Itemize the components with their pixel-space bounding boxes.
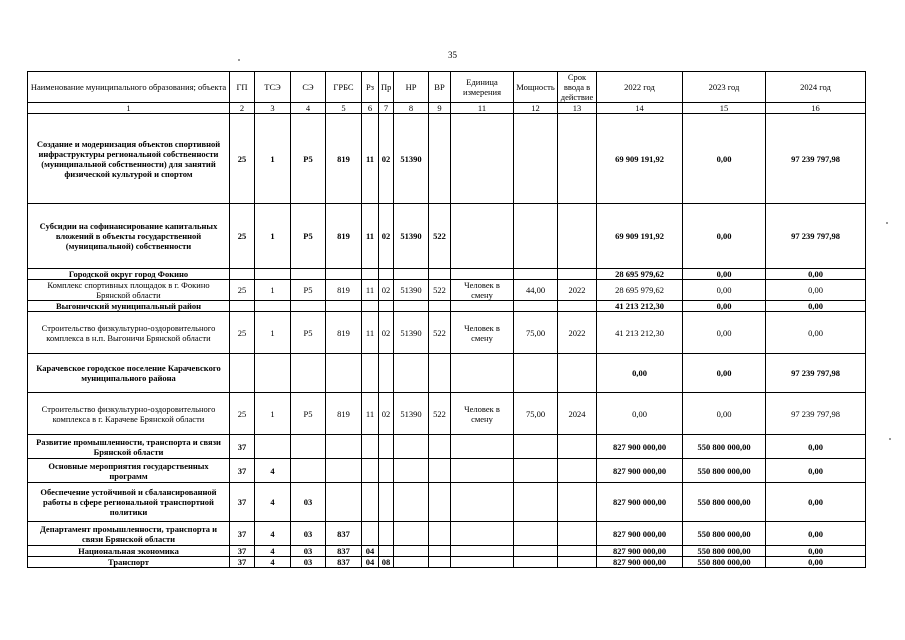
scan-speck — [238, 59, 240, 61]
code-cell: 25 — [230, 114, 255, 204]
code-cell — [429, 483, 451, 522]
amount-cell: 0,00 — [597, 354, 683, 393]
code-cell: 1 — [255, 393, 291, 435]
header-cell: 2022 год — [597, 72, 683, 103]
code-cell: 819 — [326, 204, 362, 269]
code-cell — [362, 354, 379, 393]
header-cell: Срок ввода в действие — [558, 72, 597, 103]
code-cell: 37 — [230, 522, 255, 546]
table-cell — [514, 269, 558, 280]
table-row — [28, 522, 866, 546]
code-cell: 837 — [326, 522, 362, 546]
code-cell — [379, 269, 394, 280]
code-cell: 51390 — [394, 393, 429, 435]
code-cell: 4 — [255, 546, 291, 557]
amount-cell: 0,00 — [683, 301, 766, 312]
code-cell — [291, 269, 326, 280]
code-cell — [429, 459, 451, 483]
code-cell: 37 — [230, 546, 255, 557]
table-cell — [451, 459, 514, 483]
code-cell: 819 — [326, 280, 362, 301]
object-name-cell: Строительство физкультурно-оздоровительного комплекса в г. Карачеве Брянской области — [28, 393, 230, 435]
column-number: 14 — [597, 103, 683, 114]
amount-cell: 28 695 979,62 — [597, 269, 683, 280]
amount-cell: 0,00 — [766, 546, 866, 557]
code-cell: 08 — [379, 557, 394, 568]
code-cell — [394, 269, 429, 280]
header-cell: ТСЭ — [255, 72, 291, 103]
code-cell — [255, 435, 291, 459]
table-cell — [558, 483, 597, 522]
code-cell — [230, 269, 255, 280]
code-cell: 04 — [362, 557, 379, 568]
code-cell: 37 — [230, 435, 255, 459]
code-cell — [255, 301, 291, 312]
header-cell: СЭ — [291, 72, 326, 103]
amount-cell: 827 900 000,00 — [597, 435, 683, 459]
code-cell — [394, 546, 429, 557]
code-cell — [379, 459, 394, 483]
scan-speck — [889, 438, 891, 440]
budget-table — [27, 71, 866, 568]
amount-cell: 69 909 191,92 — [597, 204, 683, 269]
column-number: 11 — [451, 103, 514, 114]
table-cell — [514, 114, 558, 204]
code-cell — [326, 483, 362, 522]
table-cell — [514, 354, 558, 393]
amount-cell: 0,00 — [683, 114, 766, 204]
code-cell: 37 — [230, 459, 255, 483]
column-number: 4 — [291, 103, 326, 114]
table-cell — [558, 557, 597, 568]
code-cell — [255, 354, 291, 393]
table-row — [28, 459, 866, 483]
amount-cell: 0,00 — [766, 459, 866, 483]
object-name-cell: Комплекс спортивных площадок в г. Фокино Брянской области — [28, 280, 230, 301]
object-name-cell: Основные мероприятия государственных программ — [28, 459, 230, 483]
header-cell: Пр — [379, 72, 394, 103]
code-cell: 522 — [429, 280, 451, 301]
column-number: 5 — [326, 103, 362, 114]
amount-cell: 0,00 — [683, 393, 766, 435]
code-cell: 25 — [230, 393, 255, 435]
table-row — [28, 114, 866, 204]
code-cell: 02 — [379, 280, 394, 301]
table-cell — [514, 522, 558, 546]
code-cell: 25 — [230, 280, 255, 301]
amount-cell: 827 900 000,00 — [597, 459, 683, 483]
code-cell — [326, 459, 362, 483]
code-cell: 4 — [255, 522, 291, 546]
table-cell — [451, 557, 514, 568]
amount-cell: 69 909 191,92 — [597, 114, 683, 204]
code-cell: 51390 — [394, 114, 429, 204]
column-number: 3 — [255, 103, 291, 114]
code-cell: 11 — [362, 204, 379, 269]
code-cell — [429, 301, 451, 312]
code-cell: Р5 — [291, 312, 326, 354]
amount-cell: 0,00 — [683, 312, 766, 354]
header-cell: ГРБС — [326, 72, 362, 103]
amount-cell: 0,00 — [766, 435, 866, 459]
code-cell — [394, 483, 429, 522]
code-cell: 03 — [291, 483, 326, 522]
column-number: 8 — [394, 103, 429, 114]
code-cell — [394, 522, 429, 546]
code-cell — [429, 546, 451, 557]
table-body — [28, 114, 866, 568]
table-cell — [451, 269, 514, 280]
amount-cell: 827 900 000,00 — [597, 557, 683, 568]
table-cell: Человек в смену — [451, 312, 514, 354]
table-cell — [451, 204, 514, 269]
column-number: 13 — [558, 103, 597, 114]
amount-cell: 41 213 212,30 — [597, 301, 683, 312]
code-cell: 11 — [362, 393, 379, 435]
code-cell — [429, 522, 451, 546]
column-number: 9 — [429, 103, 451, 114]
table-cell — [558, 269, 597, 280]
table-cell — [558, 114, 597, 204]
table-cell — [451, 522, 514, 546]
code-cell: 25 — [230, 204, 255, 269]
table-cell — [558, 546, 597, 557]
table-cell — [451, 301, 514, 312]
code-cell: 819 — [326, 114, 362, 204]
table-row — [28, 354, 866, 393]
amount-cell: 97 239 797,98 — [766, 204, 866, 269]
code-cell: Р5 — [291, 393, 326, 435]
header-cell: 2023 год — [683, 72, 766, 103]
object-name-cell: Карачевское городское поселение Карачевского муниципального района — [28, 354, 230, 393]
header-cell: Рз — [362, 72, 379, 103]
code-cell: 819 — [326, 393, 362, 435]
table-cell: 44,00 — [514, 280, 558, 301]
column-number-row — [28, 103, 866, 114]
column-number: 15 — [683, 103, 766, 114]
table-cell — [514, 301, 558, 312]
amount-cell: 827 900 000,00 — [597, 483, 683, 522]
object-name-cell: Городской округ город Фокино — [28, 269, 230, 280]
code-cell: 04 — [362, 546, 379, 557]
column-number: 2 — [230, 103, 255, 114]
amount-cell: 0,00 — [766, 483, 866, 522]
code-cell: 837 — [326, 546, 362, 557]
code-cell — [362, 522, 379, 546]
table-row — [28, 280, 866, 301]
code-cell: 03 — [291, 557, 326, 568]
code-cell: 4 — [255, 459, 291, 483]
code-cell: 819 — [326, 312, 362, 354]
object-name-cell: Департамент промышленности, транспорта и связи Брянской области — [28, 522, 230, 546]
table-cell — [558, 459, 597, 483]
code-cell — [379, 546, 394, 557]
table-cell: 2022 — [558, 280, 597, 301]
amount-cell: 0,00 — [766, 312, 866, 354]
table-row — [28, 269, 866, 280]
code-cell: 03 — [291, 546, 326, 557]
code-cell: 51390 — [394, 312, 429, 354]
amount-cell: 41 213 212,30 — [597, 312, 683, 354]
code-cell — [429, 557, 451, 568]
code-cell — [379, 483, 394, 522]
header-cell: НР — [394, 72, 429, 103]
amount-cell: 827 900 000,00 — [597, 546, 683, 557]
table-cell: 2022 — [558, 312, 597, 354]
code-cell — [230, 301, 255, 312]
code-cell — [362, 483, 379, 522]
header-cell: Мощность — [514, 72, 558, 103]
code-cell: 1 — [255, 280, 291, 301]
header-cell: Наименование муниципального образования; объекта — [28, 72, 230, 103]
code-cell — [291, 459, 326, 483]
object-name-cell: Строительство физкультурно-оздоровительного комплекса в н.п. Выгоничи Брянской области — [28, 312, 230, 354]
amount-cell: 550 800 000,00 — [683, 522, 766, 546]
code-cell: 1 — [255, 312, 291, 354]
column-number: 6 — [362, 103, 379, 114]
amount-cell: 97 239 797,98 — [766, 354, 866, 393]
code-cell: 03 — [291, 522, 326, 546]
code-cell — [291, 301, 326, 312]
code-cell — [394, 354, 429, 393]
table-cell — [514, 459, 558, 483]
table-row — [28, 393, 866, 435]
code-cell: 25 — [230, 312, 255, 354]
amount-cell: 550 800 000,00 — [683, 459, 766, 483]
amount-cell: 0,00 — [683, 204, 766, 269]
code-cell: 522 — [429, 393, 451, 435]
code-cell — [394, 301, 429, 312]
code-cell: 4 — [255, 483, 291, 522]
code-cell: 522 — [429, 204, 451, 269]
code-cell — [362, 301, 379, 312]
code-cell — [394, 435, 429, 459]
code-cell: 02 — [379, 393, 394, 435]
table-cell — [514, 546, 558, 557]
code-cell: 37 — [230, 483, 255, 522]
code-cell — [379, 301, 394, 312]
header-cell: ГП — [230, 72, 255, 103]
table-row — [28, 204, 866, 269]
amount-cell: 0,00 — [766, 280, 866, 301]
header-row — [28, 72, 866, 103]
amount-cell: 0,00 — [683, 354, 766, 393]
table-cell — [451, 114, 514, 204]
table-cell — [558, 204, 597, 269]
amount-cell: 97 239 797,98 — [766, 114, 866, 204]
table-cell — [514, 435, 558, 459]
amount-cell: 0,00 — [766, 557, 866, 568]
table-cell: 75,00 — [514, 312, 558, 354]
code-cell: 522 — [429, 312, 451, 354]
code-cell — [326, 269, 362, 280]
code-cell — [326, 354, 362, 393]
code-cell — [379, 435, 394, 459]
code-cell — [379, 354, 394, 393]
table-cell — [514, 483, 558, 522]
object-name-cell: Обеспечение устойчивой и сбалансированной работы в сфере региональной транспортной политики — [28, 483, 230, 522]
table-cell: 2024 — [558, 393, 597, 435]
code-cell — [429, 114, 451, 204]
header-cell: Единица измерения — [451, 72, 514, 103]
object-name-cell: Субсидии на софинансирование капитальных вложений в объекты государственной (муниципальной) собственности — [28, 204, 230, 269]
amount-cell: 550 800 000,00 — [683, 435, 766, 459]
amount-cell: 0,00 — [766, 301, 866, 312]
amount-cell: 28 695 979,62 — [597, 280, 683, 301]
header-cell: 2024 год — [766, 72, 866, 103]
code-cell — [362, 459, 379, 483]
code-cell — [394, 459, 429, 483]
object-name-cell: Создание и модернизация объектов спортивной инфраструктуры региональной собственности (муниципальной собственности) для занятий физической культурой и спортом — [28, 114, 230, 204]
amount-cell: 0,00 — [683, 269, 766, 280]
amount-cell: 97 239 797,98 — [766, 393, 866, 435]
code-cell: Р5 — [291, 114, 326, 204]
table-cell: Человек в смену — [451, 280, 514, 301]
table-row — [28, 435, 866, 459]
code-cell: 11 — [362, 312, 379, 354]
amount-cell: 550 800 000,00 — [683, 483, 766, 522]
table-cell — [451, 435, 514, 459]
code-cell: Р5 — [291, 204, 326, 269]
code-cell — [255, 269, 291, 280]
object-name-cell: Национальная экономика — [28, 546, 230, 557]
table-cell — [451, 483, 514, 522]
table-cell: Человек в смену — [451, 393, 514, 435]
table-row — [28, 483, 866, 522]
amount-cell: 0,00 — [766, 522, 866, 546]
code-cell: 51390 — [394, 204, 429, 269]
code-cell: 02 — [379, 204, 394, 269]
code-cell — [230, 354, 255, 393]
table-row — [28, 301, 866, 312]
code-cell — [362, 269, 379, 280]
column-number: 1 — [28, 103, 230, 114]
amount-cell: 0,00 — [597, 393, 683, 435]
code-cell — [291, 435, 326, 459]
code-cell: 37 — [230, 557, 255, 568]
code-cell: 1 — [255, 204, 291, 269]
code-cell — [362, 435, 379, 459]
amount-cell: 550 800 000,00 — [683, 557, 766, 568]
table-cell — [558, 522, 597, 546]
code-cell — [326, 435, 362, 459]
code-cell: 51390 — [394, 280, 429, 301]
code-cell — [429, 354, 451, 393]
code-cell: Р5 — [291, 280, 326, 301]
column-number: 12 — [514, 103, 558, 114]
code-cell — [379, 522, 394, 546]
table-cell — [451, 546, 514, 557]
table-cell — [514, 557, 558, 568]
table-cell — [558, 354, 597, 393]
table-cell — [558, 301, 597, 312]
code-cell: 02 — [379, 312, 394, 354]
table-cell — [451, 354, 514, 393]
code-cell: 02 — [379, 114, 394, 204]
table-row — [28, 557, 866, 568]
table-row — [28, 312, 866, 354]
code-cell — [429, 269, 451, 280]
code-cell — [291, 354, 326, 393]
amount-cell: 550 800 000,00 — [683, 546, 766, 557]
object-name-cell: Выгоничский муниципальный район — [28, 301, 230, 312]
table-row — [28, 546, 866, 557]
amount-cell: 0,00 — [683, 280, 766, 301]
column-number: 7 — [379, 103, 394, 114]
code-cell: 11 — [362, 280, 379, 301]
code-cell: 4 — [255, 557, 291, 568]
code-cell — [429, 435, 451, 459]
header-cell: ВР — [429, 72, 451, 103]
amount-cell: 0,00 — [766, 269, 866, 280]
table-cell: 75,00 — [514, 393, 558, 435]
object-name-cell: Транспорт — [28, 557, 230, 568]
code-cell: 1 — [255, 114, 291, 204]
code-cell: 837 — [326, 557, 362, 568]
table-cell — [558, 435, 597, 459]
column-number: 16 — [766, 103, 866, 114]
amount-cell: 827 900 000,00 — [597, 522, 683, 546]
table-cell — [514, 204, 558, 269]
object-name-cell: Развитие промышленности, транспорта и связи Брянской области — [28, 435, 230, 459]
scan-speck — [886, 222, 888, 224]
code-cell — [326, 301, 362, 312]
code-cell — [394, 557, 429, 568]
code-cell: 11 — [362, 114, 379, 204]
page-number: 35 — [448, 50, 457, 60]
